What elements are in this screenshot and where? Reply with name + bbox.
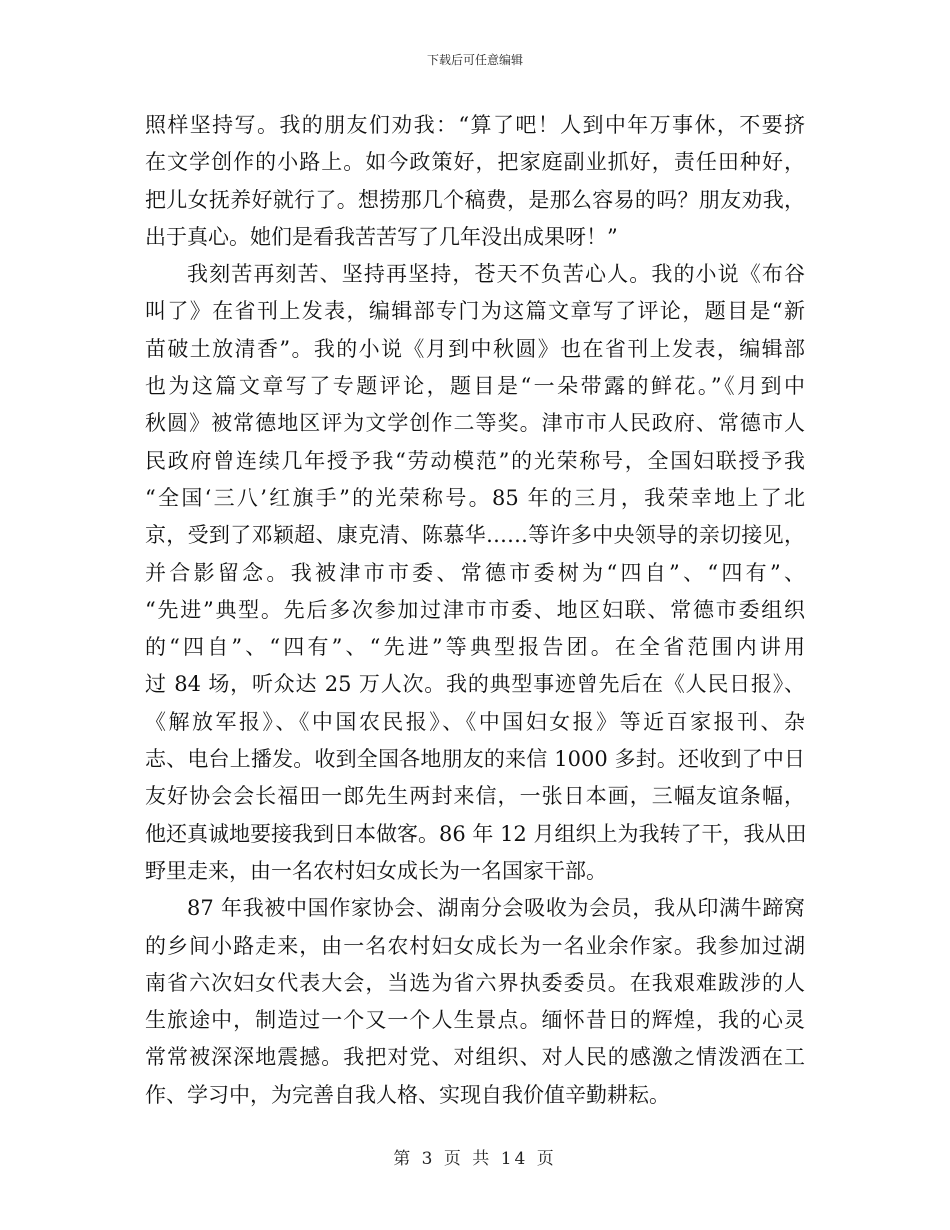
text-line: 常常被深深地震撼。我把对党、对组织、对人民的感激之情泼洒在工 xyxy=(145,1045,805,1070)
text-line: 的“四自”、“四有”、“先进”等典型报告团。在全省范围内讲用 xyxy=(145,635,805,660)
page-header-note: 下载后可任意编辑 xyxy=(426,53,523,67)
text-line: 把儿女抚养好就行了。想捞那几个稿费，是那么容易的吗？朋友劝我， xyxy=(145,187,805,212)
text-line: 秋圆》被常德地区评为文学创作二等奖。津市市人民政府、常德市人 xyxy=(145,411,805,436)
text-line: 的乡间小路走来，由一名农村妇女成长为一名业余作家。我参加过湖 xyxy=(145,933,805,958)
page-number-footer: 第 3 页 共 14 页 xyxy=(393,1149,557,1169)
text-line: 过 84 场，听众达 25 万人次。我的典型事迹曾先后在《人民日报》、 xyxy=(145,672,805,697)
text-line: 志、电台上播发。收到全国各地朋友的来信 1000 多封。还收到了中日 xyxy=(145,747,805,772)
text-line: 叫了》在省刊上发表，编辑部专门为这篇文章写了评论，题目是“新 xyxy=(145,299,805,324)
text-line: 南省六次妇女代表大会，当选为省六界执委委员。在我艰难跋涉的人 xyxy=(145,970,805,995)
text-line: 并合影留念。我被津市市委、常德市委树为“四自”、“四有”、 xyxy=(145,560,805,585)
text-line: 也为这篇文章写了专题评论，题目是“一朵带露的鲜花。”《月到中 xyxy=(145,374,805,399)
text-line: 苗破土放清香”。我的小说《月到中秋圆》也在省刊上发表，编辑部 xyxy=(145,336,805,361)
text-line: 我刻苦再刻苦、坚持再坚持，苍天不负苦心人。我的小说《布谷 xyxy=(187,262,805,287)
text-line: “全国‘三八’红旗手”的光荣称号。85 年的三月，我荣幸地上了北 xyxy=(145,485,805,510)
text-line: 民政府曾连续几年授予我“劳动模范”的光荣称号，全国妇联授予我 xyxy=(145,448,805,473)
text-line: 野里走来，由一名农村妇女成长为一名国家干部。 xyxy=(145,858,607,883)
text-line: 出于真心。她们是看我苦苦写了几年没出成果呀！” xyxy=(145,224,618,249)
text-line: 在文学创作的小路上。如今政策好，把家庭副业抓好，责任田种好， xyxy=(145,150,805,175)
text-line: 京，受到了邓颖超、康克清、陈慕华……等许多中央领导的亲切接见， xyxy=(145,523,805,548)
text-line: 他还真诚地要接我到日本做客。86 年 12 月组织上为我转了干，我从田 xyxy=(145,821,807,846)
text-line: 《解放军报》、《中国农民报》、《中国妇女报》等近百家报刊、杂 xyxy=(145,709,805,734)
text-line: 87 年我被中国作家协会、湖南分会吸收为会员，我从印满牛蹄窝 xyxy=(187,896,805,921)
text-line: 作、学习中，为完善自我人格、实现自我价值辛勤耕耘。 xyxy=(145,1082,670,1107)
text-line: “先进”典型。先后多次参加过津市市委、地区妇联、常德市委组织 xyxy=(145,597,805,622)
text-line: 照样坚持写。我的朋友们劝我：“算了吧！人到中年万事休，不要挤 xyxy=(145,113,805,137)
text-line: 友好协会会长福田一郎先生两封来信，一张日本画，三幅友谊条幅， xyxy=(145,784,805,809)
text-line: 生旅途中，制造过一个又一个人生景点。缅怀昔日的辉煌，我的心灵 xyxy=(145,1008,805,1033)
document-body xyxy=(145,107,805,1114)
